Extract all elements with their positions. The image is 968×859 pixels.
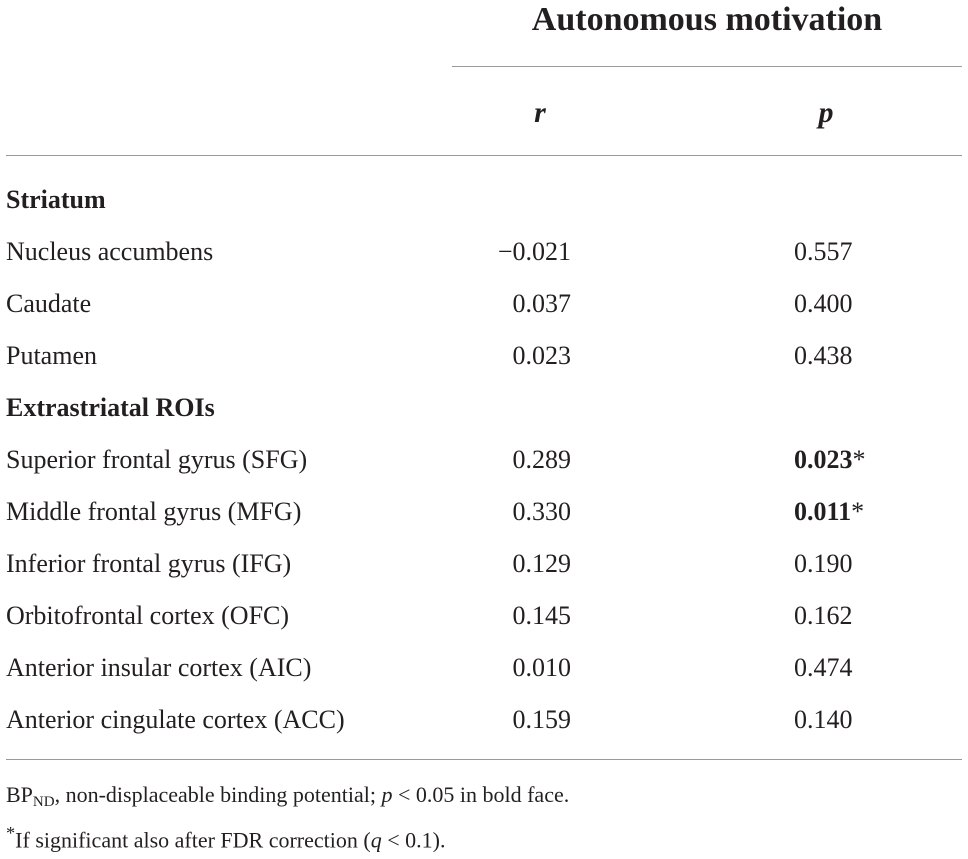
r-value: 0.145 — [512, 601, 571, 630]
group-header-autonomous-motivation: Autonomous motivation — [531, 1, 883, 38]
column-header-p: p — [818, 96, 834, 129]
p-value — [776, 226, 896, 278]
section-header-row — [6, 174, 962, 226]
r-value: 0.129 — [512, 549, 571, 578]
table-row — [6, 226, 962, 278]
p-value-number: 0.474 — [794, 653, 853, 682]
r-value: −0.021 — [497, 237, 571, 266]
row-label: Orbitofrontal cortex (OFC) — [6, 601, 290, 630]
p-value — [776, 642, 896, 694]
p-value-number: 0.190 — [794, 549, 853, 578]
significance-mark: * — [852, 445, 866, 474]
p-value — [776, 486, 896, 538]
header-rule — [6, 155, 962, 156]
table-row — [6, 590, 962, 642]
p-value — [776, 694, 896, 746]
table-row — [6, 694, 962, 746]
p-value-number: 0.162 — [794, 601, 853, 630]
footnote-abbreviation: $BP_{ND}$, non-displaceable binding potential; p < 0.05 in bold face. — [6, 782, 570, 810]
table-body — [6, 174, 962, 746]
table-row — [6, 486, 962, 538]
table-row — [6, 434, 962, 486]
row-label: Middle frontal gyrus (MFG) — [6, 497, 302, 526]
r-value: 0.037 — [512, 289, 571, 318]
p-value-number: 0.438 — [794, 341, 853, 370]
p-value-number: 0.400 — [794, 289, 853, 318]
p-value-number: 0.023 — [794, 445, 853, 474]
footnote-significance: *If significant also after FDR correction (q < 0.1). — [6, 823, 446, 853]
section-label: Extrastriatal ROIs — [6, 393, 215, 422]
p-value-number: 0.557 — [794, 237, 853, 266]
row-label: Putamen — [6, 341, 97, 370]
p-value — [776, 330, 896, 382]
r-value: 0.010 — [512, 653, 571, 682]
footer-rule — [6, 759, 962, 760]
p-value-number: 0.140 — [794, 705, 853, 734]
p-value — [776, 538, 896, 590]
r-value: 0.289 — [512, 445, 571, 474]
section-header-row — [6, 382, 962, 434]
row-label: Caudate — [6, 289, 92, 318]
p-value-number: 0.011 — [794, 497, 852, 526]
r-value: 0.023 — [512, 341, 571, 370]
row-label: Superior frontal gyrus (SFG) — [6, 445, 308, 474]
table-row — [6, 278, 962, 330]
p-value — [776, 278, 896, 330]
row-label: Nucleus accumbens — [6, 237, 214, 266]
table-row — [6, 330, 962, 382]
row-label: Anterior cingulate cortex (ACC) — [6, 705, 345, 734]
column-header-r: r — [534, 96, 546, 129]
p-value — [776, 434, 896, 486]
p-value — [776, 590, 896, 642]
group-header-rule — [452, 66, 962, 67]
row-label: Inferior frontal gyrus (IFG) — [6, 549, 292, 578]
table-notes — [6, 776, 962, 852]
table-row — [6, 538, 962, 590]
r-value: 0.159 — [512, 705, 571, 734]
section-label: Striatum — [6, 185, 106, 214]
r-value: 0.330 — [512, 497, 571, 526]
table-row — [6, 642, 962, 694]
significance-mark: * — [851, 497, 865, 526]
row-label: Anterior insular cortex (AIC) — [6, 653, 312, 682]
